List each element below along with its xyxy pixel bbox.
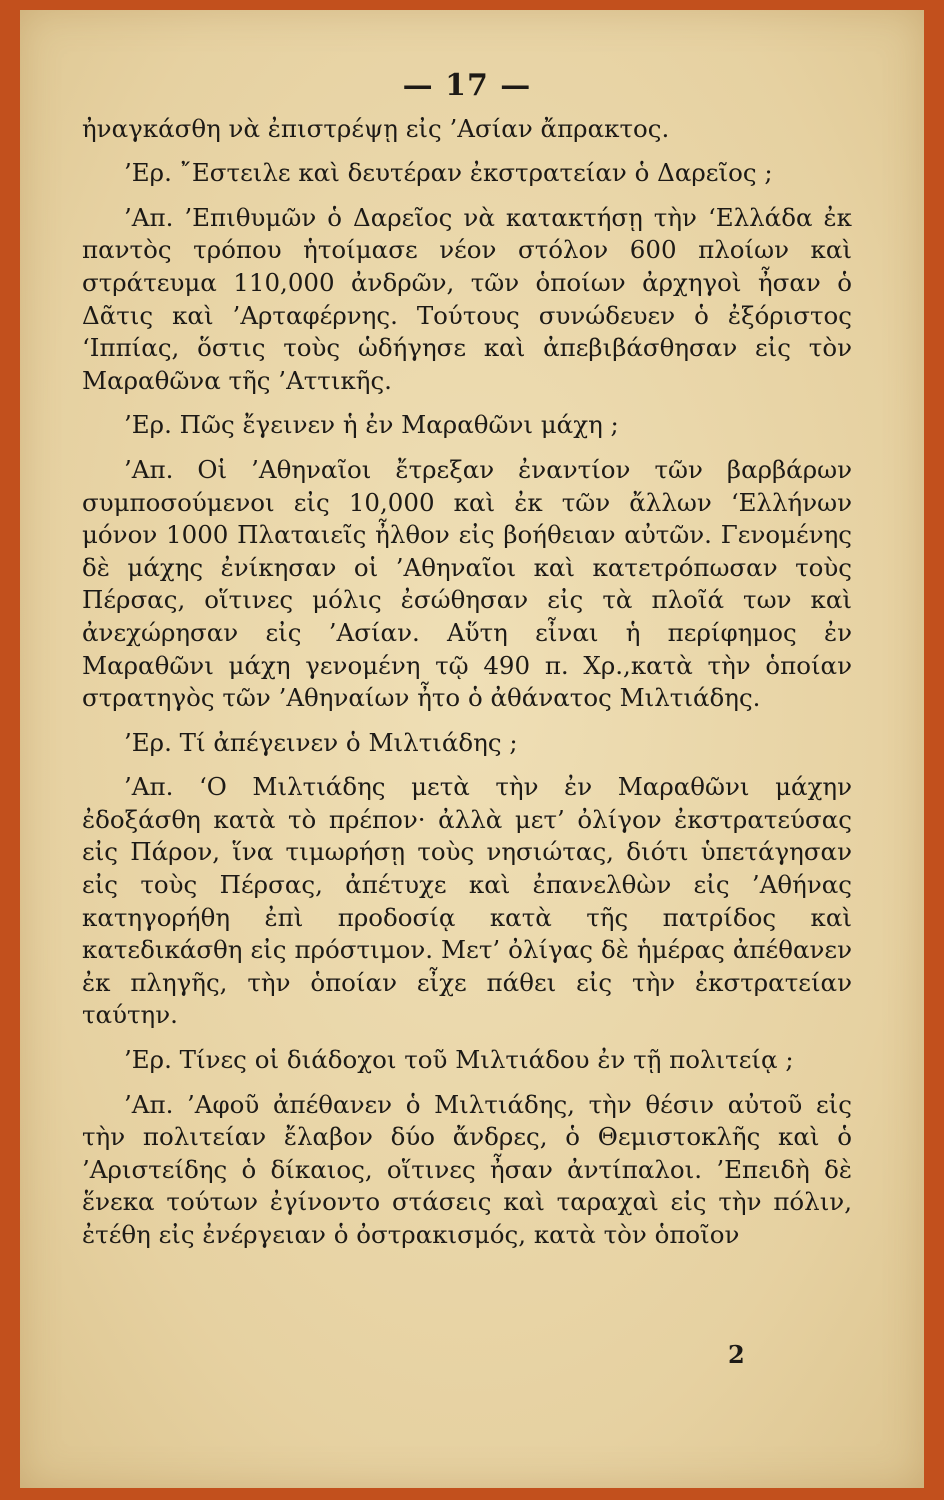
question-1: ’Ερ. ῎Εστειλε καὶ δευτέραν ἐκστρατείαν ὁ Δαρεῖος ;: [124, 158, 773, 188]
signature-mark: 2: [728, 1340, 745, 1369]
answer-4: ’Απ. ’Αφοῦ ἀπέθανεν ὁ Μιλτιάδης, τὴν θέσιν αὐτοῦ εἰς τὴν πολιτείαν ἔλαβον δύο ἄνδρες, ὁ Θεμιστοκλῆς καὶ ὁ ’Αριστείδης ὁ δίκαιος, οἵτινες ἦσαν ἀντίπαλοι. ’Επειδὴ δὲ ἕνεκα τούτων ἐγίνοντο στάσεις καὶ ταραχαὶ εἰς τὴν πόλιν, ἐτέθη εἰς ἐνέργειαν ὁ ὀστρακισμός, κατὰ τὸν ὁποῖον: [82, 1089, 852, 1249]
answer-3: ’Απ. ‘Ο Μιλτιάδης μετὰ τὴν ἐν Μαραθῶνι μάχην ἐδοξάσθη κατὰ τὸ πρέπον· ἀλλὰ μετ’ ὀλίγον ἐκστρατεύσας εἰς Πάρον, ἵνα τιμωρήσῃ τοὺς νησιώτας, διότι ὑπετάγησαν εἰς τοὺς Πέρσας, ἀπέτυχε καὶ ἐπανελθὼν εἰς ’Αθήνας κατηγορήθη ἐπὶ προδοσίᾳ κατὰ τῆς πατρίδος καὶ κατεδικάσθη εἰς πρόστιμον. Μετ’ ὀλίγας δὲ ἡμέρας ἀπέθανεν ἐκ πληγῆς, τὴν ὁποίαν εἶχε πάθει εἰς τὴν ἐκστρατείαν ταύτην.: [82, 772, 852, 1030]
answer-1: ’Απ. ’Επιθυμῶν ὁ Δαρεῖος νὰ κατακτήσῃ τὴν ‘Ελλάδα ἐκ παντὸς τρόπου ἡτοίμασε νέον στόλον 600 πλοίων καὶ στράτευμα 110,000 ἀνδρῶν, τῶν ὁποίων ἀρχηγοὶ ἦσαν ὁ Δᾶτις καὶ ’Αρταφέρνης. Τούτους συνώδευεν ὁ ἐξόριστος ‘Ιππίας, ὅστις τοὺς ὡδήγησε καὶ ἀπεβιβάσθησαν εἰς τὸν Μαραθῶνα τῆς ’Αττικῆς.: [82, 202, 852, 395]
paragraph-1: ἠναγκάσθη νὰ ἐπιστρέψῃ εἰς ’Ασίαν ἄπρακτος.: [82, 113, 670, 143]
page-number-header: — 17 —: [402, 68, 532, 103]
page-text: [82, 70, 852, 1252]
answer-2: ’Απ. Οἱ ’Αθηναῖοι ἔτρεξαν ἐναντίον τῶν βαρβάρων συμποσούμενοι εἰς 10,000 καὶ ἐκ τῶν ἄλλων ‘Ελλήνων μόνον 1000 Πλαταιεῖς ἦλθον εἰς βοήθειαν αὐτῶν. Γενομένης δὲ μάχης ἐνίκησαν οἱ ’Αθηναῖοι καὶ κατετρόπωσαν τοὺς Πέρσας, οἵτινες μόλις ἐσώθησαν εἰς τὰ πλοῖά των καὶ ἀνεχώρησαν εἰς ’Ασίαν. Αὕτη εἶναι ἡ περίφημος ἐν Μαραθῶνι μάχη γενομένη τῷ 490 π. Χρ.,κατὰ τὴν ὁποίαν στρατηγὸς τῶν ’Αθηναίων ἦτο ὁ ἀθάνατος Μιλτιάδης.: [82, 454, 852, 713]
question-2: ’Ερ. Πῶς ἔγεινεν ἡ ἐν Μαραθῶνι μάχη ;: [124, 410, 619, 440]
question-3: ’Ερ. Τί ἀπέγεινεν ὁ Μιλτιάδης ;: [124, 727, 518, 757]
book-page: [20, 10, 924, 1488]
question-4: ’Ερ. Τίνες οἱ διάδοχοι τοῦ Μιλτιάδου ἐν τῇ πολιτείᾳ ;: [124, 1045, 794, 1075]
